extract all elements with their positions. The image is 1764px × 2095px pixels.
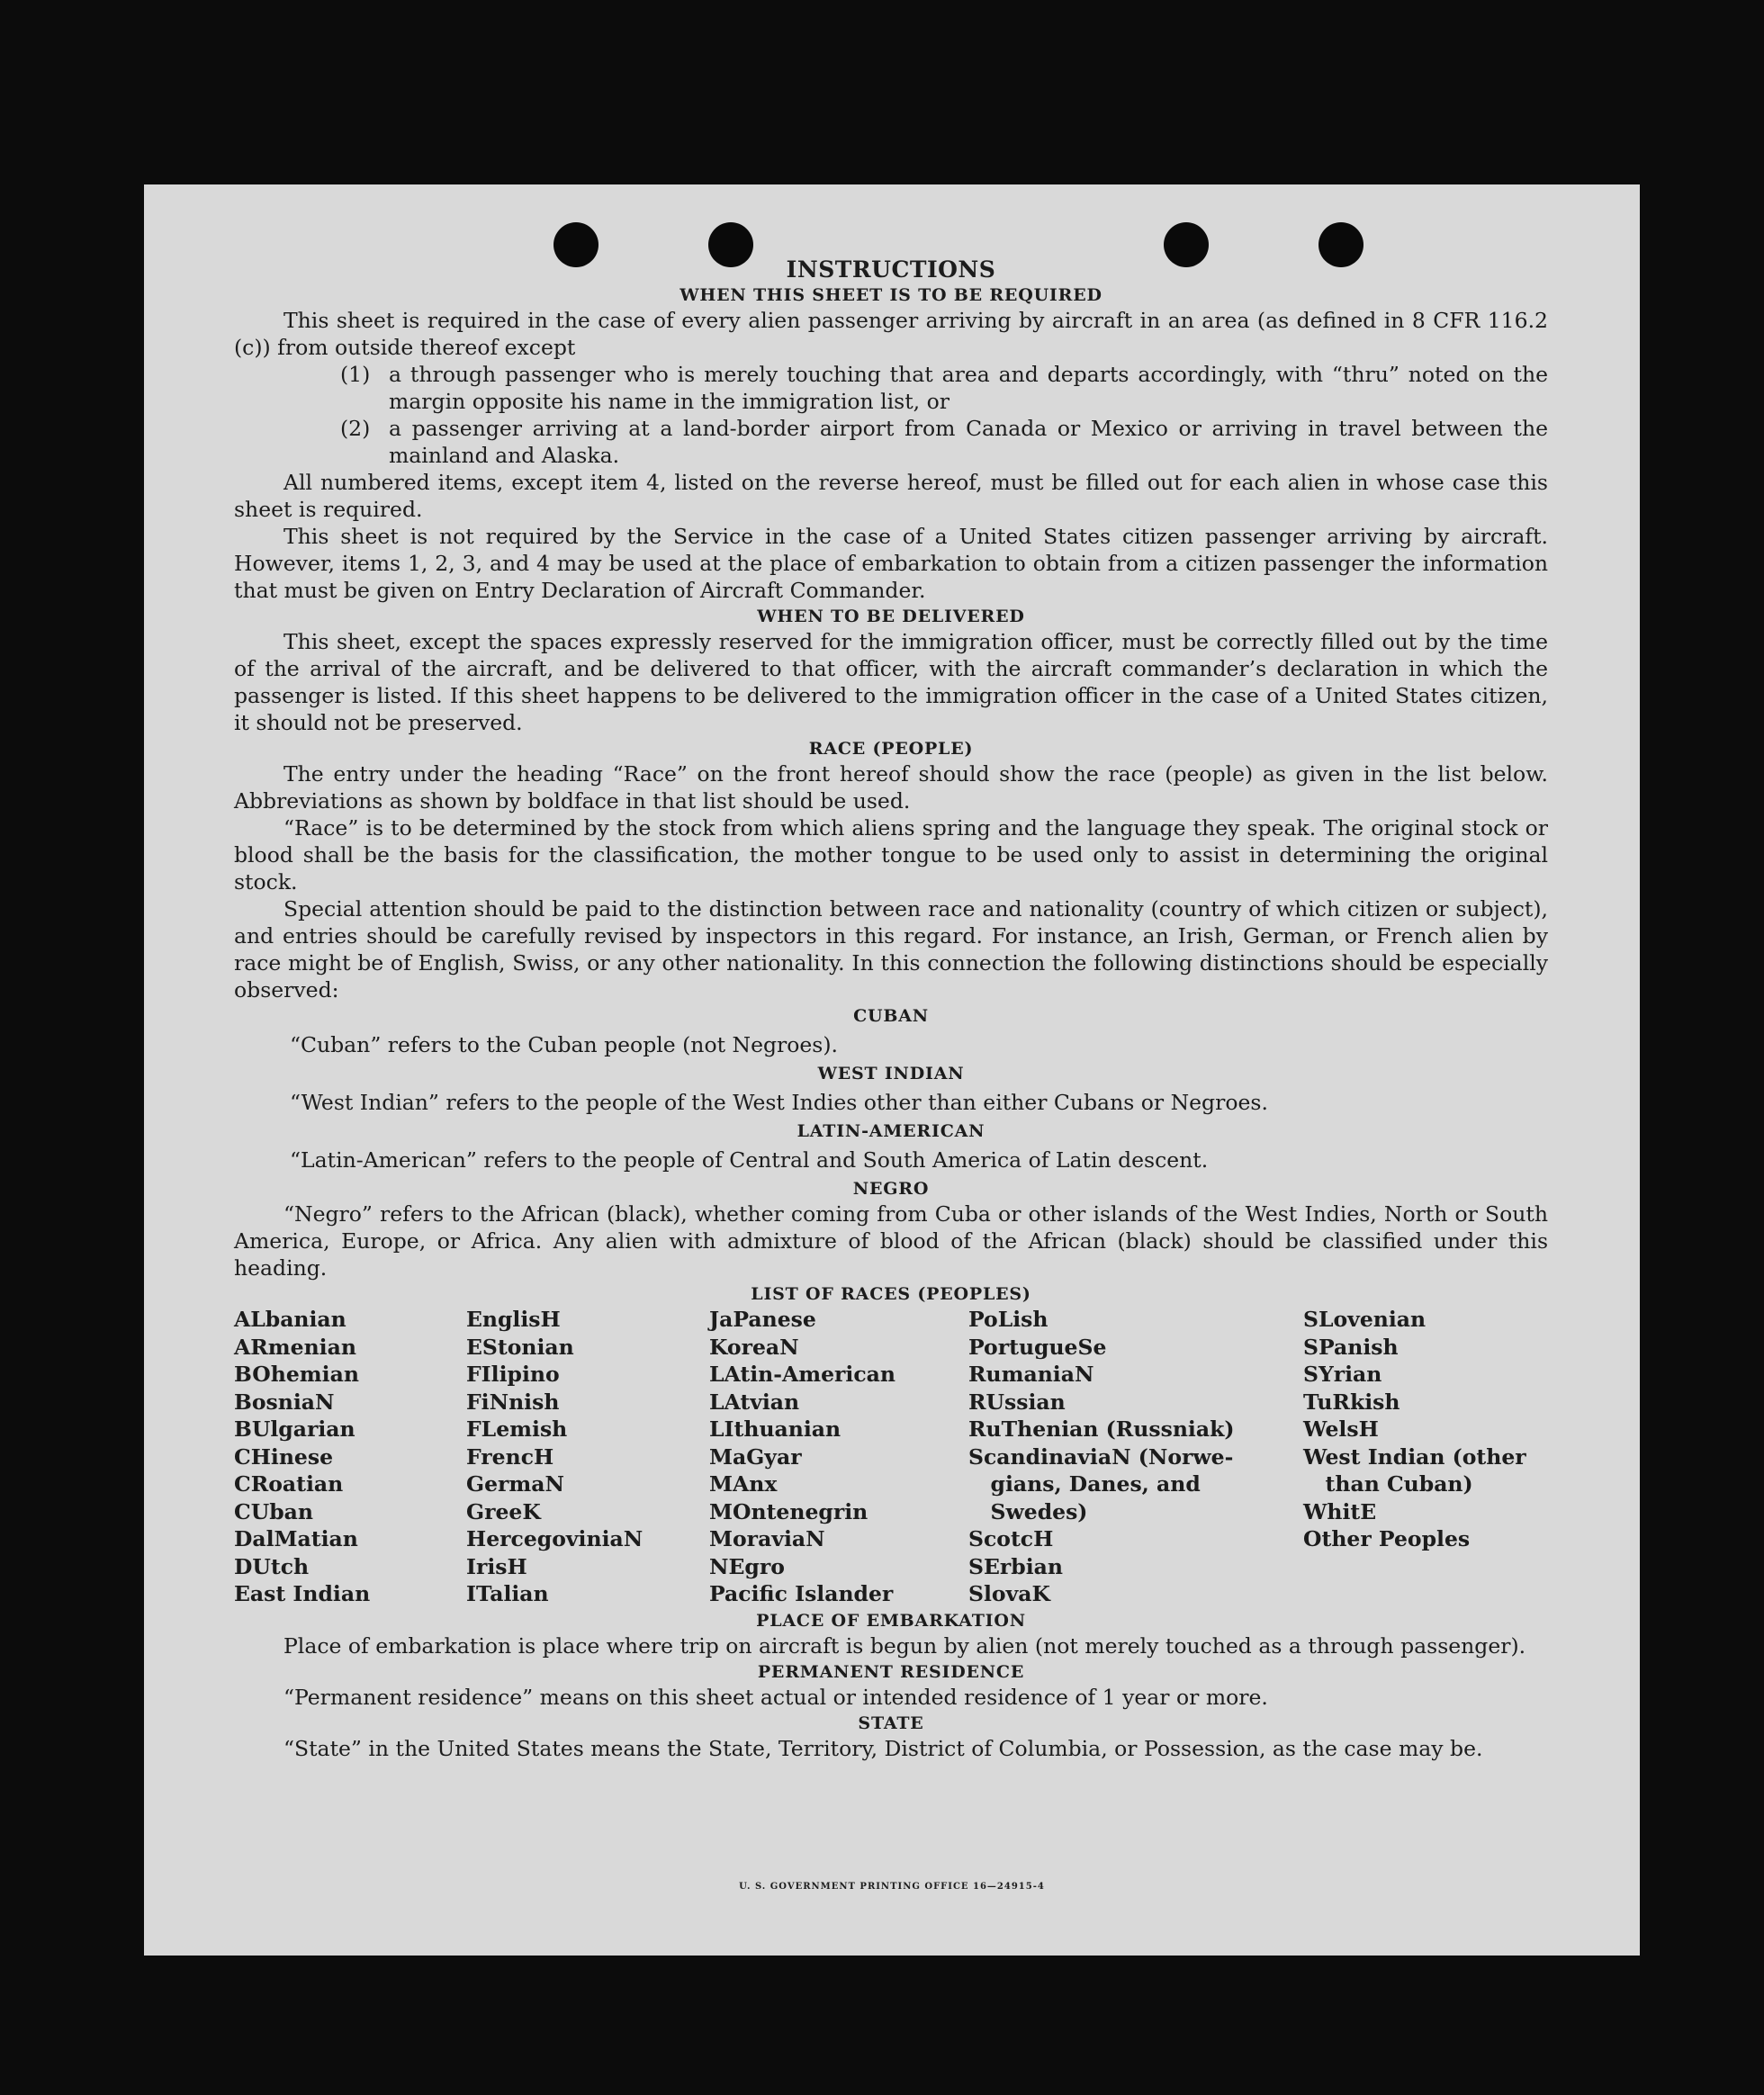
paragraph: This sheet is required in the case of every alien passenger arriving by aircraft in an area (as defined in 8 CFR 116.2 (c)) from outside thereof except bbox=[234, 308, 1548, 360]
printer-imprint: U. S. GOVERNMENT PRINTING OFFICE 16—24915-4 bbox=[739, 1882, 1045, 1892]
list-item-text: a passenger arriving at a land-border airport from Canada or Mexico or arriving in travel between the mainland and Alaska. bbox=[389, 416, 1548, 468]
paragraph: Special attention should be paid to the distinction between race and nationality (country of which citizen or subject), and entries should be carefully revised by inspectors in this regard. For instance, an Irish, German, or French alien by race might be of English, Swiss, or any other nationality. In this connection the following distinctions should be especially observed: bbox=[234, 896, 1548, 1003]
race-item: Pacific Islander bbox=[709, 1581, 894, 1606]
race-item: LAtin-American bbox=[709, 1362, 896, 1387]
race-item: MOntenegrin bbox=[709, 1498, 868, 1524]
paragraph: “State” in the United States means the State, Territory, District of Columbia, or Possession, as the case may be. bbox=[284, 1735, 1483, 1761]
race-item: MoraviaN bbox=[709, 1526, 825, 1551]
race-item: CUban bbox=[234, 1498, 313, 1524]
document-sheet bbox=[144, 184, 1640, 1956]
race-item: JaPanese bbox=[709, 1307, 816, 1332]
race-item: WhitE bbox=[1303, 1498, 1377, 1524]
race-item: ScotcH bbox=[968, 1526, 1054, 1551]
instructions-body bbox=[234, 256, 1548, 1762]
paragraph: This sheet, except the spaces expressly reserved for the immigration officer, must be correctly filled out by the time of the arrival of the aircraft, and be delivered to that officer, with the aircraft commander’s declaration in which the passenger is listed. If this sheet happens to be delivered to the immigration officer in the case of a United States citizen, it should not be preserved. bbox=[234, 629, 1548, 735]
race-item: East Indian bbox=[234, 1581, 371, 1606]
race-item: EStonian bbox=[466, 1334, 574, 1360]
race-item: Other Peoples bbox=[1303, 1526, 1471, 1551]
race-item: SErbian bbox=[968, 1553, 1063, 1579]
race-item: BUlgarian bbox=[234, 1416, 356, 1442]
section-heading-west-indian: WEST INDIAN bbox=[817, 1064, 965, 1083]
definition-latin-american: “Latin-American” refers to the people of Central and South America of Latin descent. bbox=[290, 1147, 1209, 1173]
race-item: KoreaN bbox=[709, 1334, 799, 1360]
section-heading-latin-american: LATIN-AMERICAN bbox=[796, 1121, 986, 1141]
race-item: LIthuanian bbox=[709, 1416, 842, 1442]
definition-west-indian: “West Indian” refers to the people of the West Indies other than either Cubans or Negroes. bbox=[290, 1090, 1268, 1115]
page-title: INSTRUCTIONS bbox=[786, 256, 996, 283]
list-item-number: (1) bbox=[340, 362, 371, 387]
race-item: ARmenian bbox=[234, 1334, 356, 1360]
race-item: GermaN bbox=[466, 1471, 564, 1497]
section-heading-race: RACE (PEOPLE) bbox=[808, 739, 974, 759]
section-heading-required: WHEN THIS SHEET IS TO BE REQUIRED bbox=[680, 285, 1102, 305]
race-item: MAnx bbox=[709, 1471, 778, 1497]
paragraph: All numbered items, except item 4, listed on the reverse hereof, must be filled out for each alien in whose case this sheet is required. bbox=[234, 470, 1548, 522]
race-item: NEgro bbox=[709, 1553, 785, 1579]
race-item: BosniaN bbox=[234, 1389, 335, 1415]
section-heading-races: LIST OF RACES (PEOPLES) bbox=[751, 1284, 1031, 1304]
race-item: ITalian bbox=[466, 1581, 549, 1606]
race-item: IrisH bbox=[466, 1553, 527, 1579]
paragraph: The entry under the heading “Race” on the front hereof should show the race (people) as given in the list below. Abbreviations as shown by boldface in that list should be used. bbox=[234, 761, 1548, 814]
race-item: ALbanian bbox=[234, 1307, 346, 1332]
paragraph: “Permanent residence” means on this sheet actual or intended residence of 1 year or more. bbox=[284, 1684, 1268, 1710]
races-column bbox=[466, 1306, 709, 1608]
race-item: LAtvian bbox=[709, 1389, 800, 1415]
race-item: Swedes) bbox=[968, 1498, 1088, 1524]
race-item: HercegoviniaN bbox=[466, 1526, 644, 1551]
paragraph: “Race” is to be determined by the stock from which aliens spring and the language they speak. The original stock or blood shall be the basis for the classification, the mother tongue to be used only to assist in determining the original stock. bbox=[234, 815, 1548, 895]
race-item: DUtch bbox=[234, 1553, 310, 1579]
section-heading-state: STATE bbox=[858, 1713, 924, 1733]
race-item: SPanish bbox=[1303, 1334, 1399, 1360]
race-item: than Cuban) bbox=[1303, 1471, 1473, 1497]
list-item bbox=[340, 415, 1548, 469]
section-heading-delivered: WHEN TO BE DELIVERED bbox=[757, 607, 1025, 626]
races-column bbox=[709, 1306, 968, 1608]
race-item: EnglisH bbox=[466, 1307, 561, 1332]
race-item: SlovaK bbox=[968, 1581, 1050, 1606]
section-heading-residence: PERMANENT RESIDENCE bbox=[757, 1661, 1025, 1682]
definition-cuban: “Cuban” refers to the Cuban people (not Negroes). bbox=[290, 1032, 839, 1057]
section-heading-cuban: CUBAN bbox=[853, 1006, 929, 1026]
paragraph: This sheet is not required by the Service in the case of a United States citizen passenger arriving by aircraft. However, items 1, 2, 3, and 4 may be used at the place of embarkation to obtain from a citizen passenger the information that must be given on Entry Declaration of Aircraft Commander. bbox=[234, 524, 1548, 603]
race-item: SYrian bbox=[1303, 1362, 1382, 1387]
race-item: RumaniaN bbox=[968, 1362, 1094, 1387]
race-item: FLemish bbox=[466, 1416, 568, 1442]
race-item: SLovenian bbox=[1303, 1307, 1426, 1332]
race-item: MaGyar bbox=[709, 1443, 802, 1470]
race-item: FIlipino bbox=[466, 1362, 560, 1387]
race-item: FrencH bbox=[466, 1443, 554, 1470]
races-list bbox=[234, 1306, 1548, 1608]
races-column bbox=[234, 1306, 466, 1608]
race-item: FiNnish bbox=[466, 1389, 560, 1415]
race-item: CRoatian bbox=[234, 1471, 344, 1497]
races-column bbox=[968, 1306, 1303, 1608]
race-item: RuThenian (Russniak) bbox=[968, 1416, 1235, 1442]
race-item: DalMatian bbox=[234, 1526, 358, 1551]
race-item: GreeK bbox=[466, 1498, 541, 1524]
list-item-text: a through passenger who is merely touching that area and departs accordingly, with “thru” noted on the margin opposite his name in the immigration list, or bbox=[389, 362, 1548, 414]
definition-negro: “Negro” refers to the African (black), whether coming from Cuba or other islands of the West Indies, North or South America, Europe, or Africa. Any alien with admixture of blood of the African (black) should be classified under this heading. bbox=[234, 1201, 1548, 1281]
race-item: PoLish bbox=[968, 1307, 1048, 1332]
race-item: West Indian (other bbox=[1303, 1443, 1526, 1470]
race-item: CHinese bbox=[234, 1443, 334, 1470]
race-item: BOhemian bbox=[234, 1362, 359, 1387]
list-item-number: (2) bbox=[340, 416, 371, 441]
section-heading-embarkation: PLACE OF EMBARKATION bbox=[756, 1610, 1026, 1631]
race-item: ScandinaviaN (Norwe- bbox=[968, 1443, 1234, 1470]
race-item: RUssian bbox=[968, 1389, 1066, 1415]
list-item bbox=[340, 361, 1548, 415]
race-item: TuRkish bbox=[1303, 1389, 1400, 1415]
races-column bbox=[1303, 1306, 1546, 1608]
race-item: WelsH bbox=[1303, 1416, 1379, 1442]
paragraph: Place of embarkation is place where trip on aircraft is begun by alien (not merely touched as a through passenger). bbox=[284, 1632, 1526, 1659]
section-heading-negro: NEGRO bbox=[852, 1179, 930, 1199]
race-item: PortugueSe bbox=[968, 1334, 1107, 1360]
race-item: gians, Danes, and bbox=[968, 1471, 1201, 1497]
